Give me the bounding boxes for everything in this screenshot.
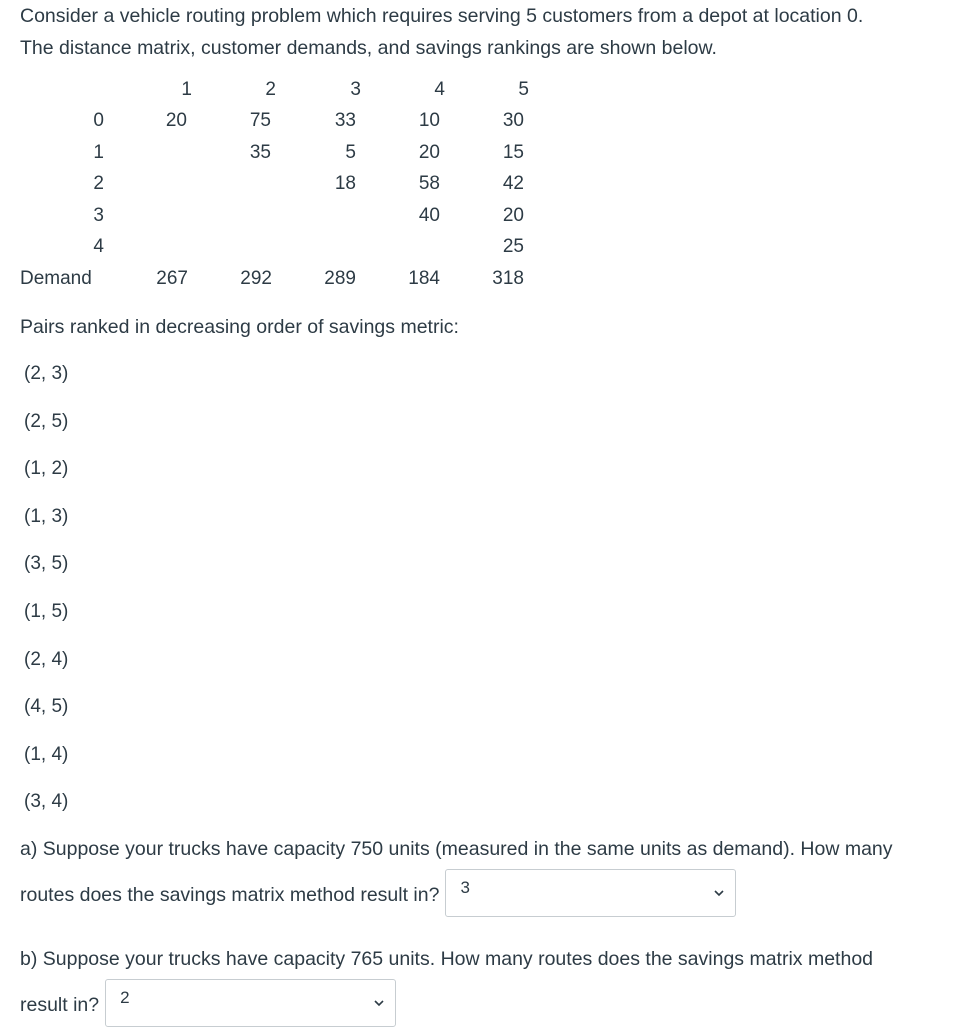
matrix-row-label: 2 <box>93 173 104 194</box>
demand-value: 267 <box>156 268 188 289</box>
matrix-cell: 75 <box>249 110 271 131</box>
list-item: (3, 5) <box>24 553 69 575</box>
matrix-row <box>20 168 540 200</box>
matrix-col-header: 4 <box>434 79 445 100</box>
matrix-row-label: 4 <box>93 236 104 257</box>
matrix-cell: 15 <box>502 142 524 163</box>
matrix-row-label: 0 <box>93 110 104 131</box>
answer-a-selected-value: 3 <box>460 878 470 897</box>
matrix-row <box>20 105 540 137</box>
matrix-cell: 35 <box>249 142 271 163</box>
matrix-cell: 42 <box>502 173 524 194</box>
question-a-line-2 <box>20 879 945 925</box>
list-item: (1, 3) <box>24 505 69 527</box>
matrix-cell: 20 <box>418 142 440 163</box>
list-item: (2, 3) <box>24 363 69 384</box>
list-item: (1, 2) <box>24 458 69 480</box>
list-item: (1, 5) <box>24 600 69 622</box>
question-a <box>20 833 945 925</box>
matrix-col-header: 1 <box>181 79 192 100</box>
question-b-prompt: result in? <box>20 994 100 1016</box>
answer-a-dropdown[interactable] <box>445 869 736 917</box>
matrix-col-header: 2 <box>265 79 276 100</box>
matrix-row <box>20 231 540 263</box>
matrix-row <box>20 200 540 232</box>
list-item: (1, 4) <box>24 743 69 765</box>
question-a-prompt: routes does the savings matrix method result in? <box>20 884 440 906</box>
list-item: (4, 5) <box>24 696 69 718</box>
matrix-cell: 10 <box>418 110 440 131</box>
demand-value: 289 <box>324 268 356 289</box>
matrix-cell: 18 <box>334 173 356 194</box>
matrix-row-label: 1 <box>93 142 104 163</box>
chevron-down-icon <box>713 887 725 899</box>
savings-heading: Pairs ranked in decreasing order of savings metric: <box>20 316 459 338</box>
list-item: (2, 4) <box>24 648 69 670</box>
problem-intro <box>20 0 940 64</box>
matrix-col-header: 3 <box>350 79 361 100</box>
question-a-line-1: a) Suppose your trucks have capacity 750 units (measured in the same units as demand). How many <box>20 838 893 860</box>
question-b-line-2 <box>20 989 945 1035</box>
demand-value: 184 <box>408 268 440 289</box>
matrix-cell: 20 <box>165 110 187 131</box>
savings-pairs-list <box>24 358 68 834</box>
matrix-col-header: 5 <box>518 79 529 100</box>
chevron-down-icon <box>373 997 385 1009</box>
matrix-row-label: 3 <box>93 205 104 226</box>
matrix-cell: 33 <box>334 110 356 131</box>
answer-b-selected-value: 2 <box>120 988 130 1007</box>
matrix-header-row <box>20 74 540 106</box>
matrix-cell: 5 <box>345 142 356 163</box>
demand-row <box>20 263 540 295</box>
intro-line-2: The distance matrix, customer demands, and savings rankings are shown below. <box>20 37 717 59</box>
matrix-cell: 58 <box>418 173 440 194</box>
demand-label: Demand <box>20 268 92 289</box>
matrix-cell: 25 <box>502 236 524 257</box>
demand-value: 292 <box>240 268 272 289</box>
matrix-cell: 30 <box>502 110 524 131</box>
matrix-row <box>20 137 540 169</box>
list-item: (3, 4) <box>24 791 69 813</box>
matrix-cell: 40 <box>418 205 440 226</box>
matrix-cell: 20 <box>502 205 524 226</box>
question-b <box>20 943 945 1035</box>
list-item: (2, 5) <box>24 410 69 432</box>
demand-value: 318 <box>492 268 524 289</box>
question-b-line-1: b) Suppose your trucks have capacity 765 units. How many routes does the savings matrix method <box>20 948 874 970</box>
intro-line-1: Consider a vehicle routing problem which requires serving 5 customers from a depot at location 0. <box>20 5 864 27</box>
answer-b-dropdown[interactable] <box>105 979 396 1027</box>
